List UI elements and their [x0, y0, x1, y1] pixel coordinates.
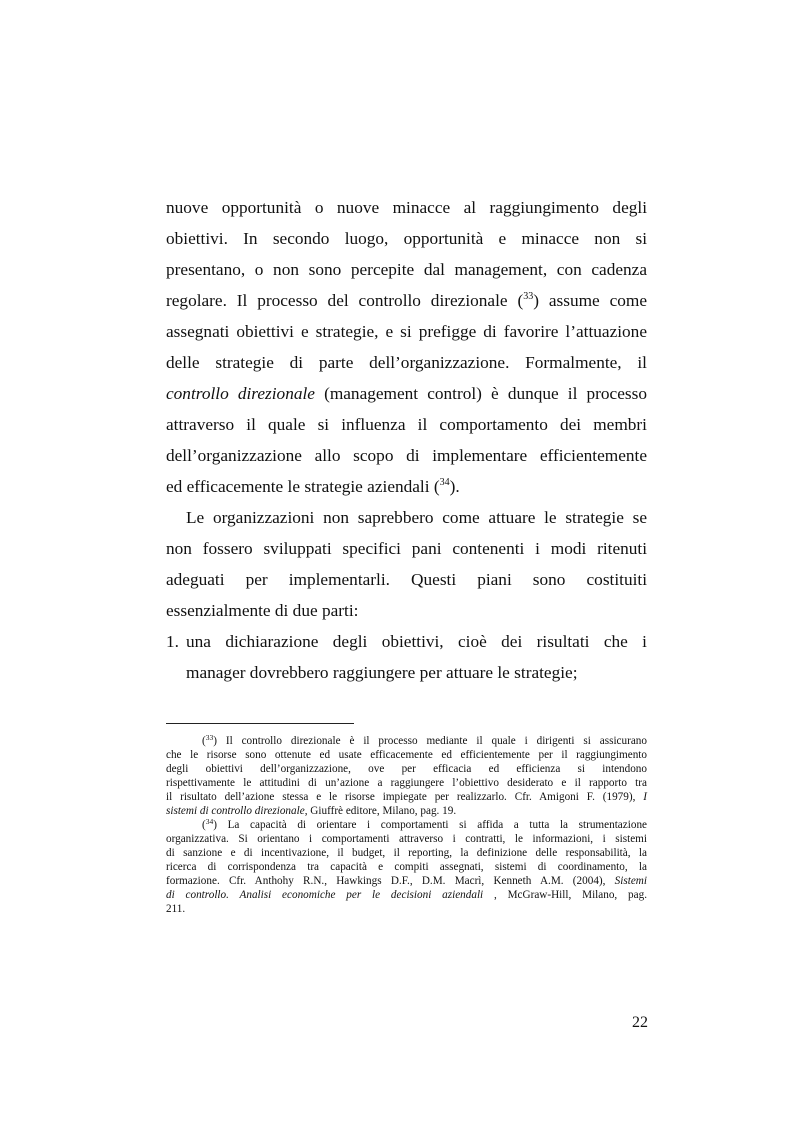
footnote-33-line [166, 790, 647, 804]
body-text: (management control) è dunque il processo [314, 384, 647, 403]
footnote-text: , McGraw-Hill, Milano, pag. [483, 889, 648, 901]
body-line: essenzialmente di due parti: [166, 601, 359, 620]
body-line: assegnati obiettivi e strategie, e si prefigge di favorire l’attuazione [166, 322, 647, 341]
page-number: 22 [632, 1014, 648, 1031]
footnote-34-line [202, 818, 647, 832]
footnote-text: ) La capacità di orientare i comportamenti si affida a tutta la strumentazione [213, 819, 647, 831]
body-line: non fossero sviluppati specifici pani contenenti i modi ritenuti [166, 539, 647, 558]
footnote-text: il risultato dell’azione stessa e le risorse impiegate per realizzarlo. Cfr. Amigoni F. (1979), [166, 791, 644, 803]
book-title: I [643, 791, 647, 803]
list-number: 1. [166, 632, 179, 651]
book-title: di controllo. Analisi economiche per le decisioni aziendali [166, 889, 484, 901]
body-line: obiettivi. In secondo luogo, opportunità e minacce non si [166, 229, 647, 248]
body-line [166, 291, 647, 311]
footnote-text: , Giuffrè editore, Milano, pag. 19. [304, 805, 457, 817]
footnote-text: ( [202, 819, 206, 831]
footnote-33-line: che le risorse sono ottenute ed usate efficacemente ed efficientemente per il raggiungimento [166, 749, 647, 761]
footnote-34-line: ricerca di corrispondenza tra capacità e compiti assegnati, sistemi di coordinamento, la [166, 861, 647, 873]
body-line: attraverso il quale si influenza il comportamento dei membri [166, 415, 647, 434]
book-title: Sistemi [614, 875, 647, 887]
body-line [166, 477, 647, 497]
footnote-33-line [166, 804, 647, 818]
footnote-ref-34[interactable]: 34 [439, 477, 450, 488]
footnote-33-line: degli obiettivi dell’organizzazione, ove per efficacia ed efficienza si intendono [166, 763, 647, 775]
emphasis-term: controllo direzionale [166, 384, 315, 403]
footnote-text: ( [202, 735, 206, 747]
body-line: adeguati per implementarli. Questi piani sono costituiti [166, 570, 647, 589]
footnote-divider [166, 723, 354, 724]
footnote-33-line: rispettivamente le attitudini di un’azione a raggiungere l’obiettivo desiderato e il rapporto tra [166, 777, 647, 789]
body-line: Le organizzazioni non saprebbero come attuare le strategie se [186, 508, 647, 527]
body-line [166, 384, 647, 404]
body-text: ). [449, 477, 460, 496]
list-item-line: manager dovrebbero raggiungere per attuare le strategie; [186, 663, 578, 682]
footnote-34-line: organizzativa. Si orientano i comportamenti attraverso i contratti, le informazioni, i sistemi [166, 833, 647, 845]
body-text: ed efficacemente le strategie aziendali ( [166, 477, 440, 496]
body-line: delle strategie di parte dell’organizzazione. Formalmente, il [166, 353, 647, 372]
footnote-text: formazione. Cfr. Anthohy R.N., Hawkings D.F., D.M. Macrì, Kenneth A.M. (2004), [166, 875, 615, 887]
body-text: ) assume come [533, 291, 647, 310]
footnote-33-line [202, 734, 647, 748]
book-title: sistemi di controllo direzionale [166, 805, 305, 817]
footnote-34-line [166, 888, 647, 902]
body-line: presentano, o non sono percepite dal management, con cadenza [166, 260, 647, 279]
body-line: dell’organizzazione allo scopo di implementare efficientemente [166, 446, 647, 465]
footnote-number-34: 34 [205, 817, 214, 826]
footnote-number-33: 33 [205, 733, 214, 742]
footnote-ref-33[interactable]: 33 [523, 291, 534, 302]
body-line: nuove opportunità o nuove minacce al raggiungimento degli [166, 198, 647, 217]
body-text: regolare. Il processo del controllo direzionale ( [166, 291, 524, 310]
footnote-text: ) Il controllo direzionale è il processo mediante il quale i dirigenti si assicurano [213, 735, 647, 747]
footnote-34-line: 211. [166, 903, 186, 915]
list-item-line: una dichiarazione degli obiettivi, cioè dei risultati che i [186, 632, 647, 651]
footnote-34-line: di sanzione e di incentivazione, il budget, il reporting, la definizione delle responsabilità, la [166, 847, 647, 859]
footnote-34-line [166, 874, 647, 888]
